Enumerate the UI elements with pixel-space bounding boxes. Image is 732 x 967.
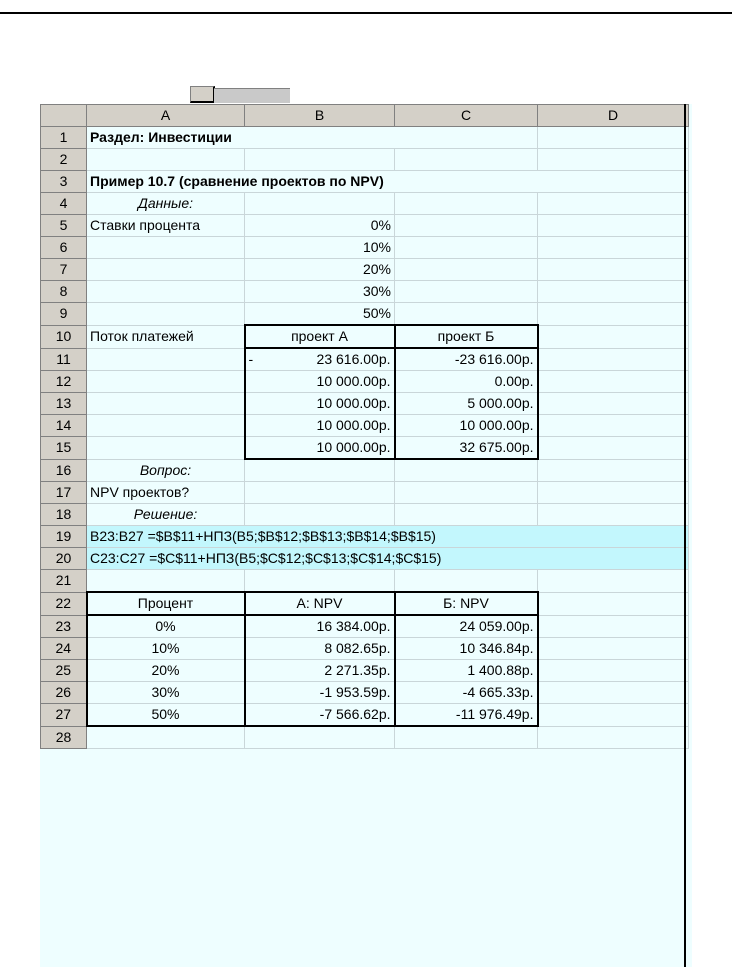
cell[interactable] bbox=[538, 415, 689, 437]
row-header[interactable]: 10 bbox=[41, 325, 87, 348]
cell[interactable] bbox=[395, 303, 538, 326]
column-header-c[interactable]: C bbox=[395, 105, 538, 127]
cell[interactable] bbox=[538, 482, 689, 504]
table-row bbox=[41, 325, 689, 348]
npv-a-header[interactable]: А: NPV bbox=[245, 592, 395, 615]
cashflow-b-cell[interactable]: 10 000.00р. bbox=[395, 415, 538, 437]
cell[interactable] bbox=[538, 437, 689, 460]
cell[interactable] bbox=[538, 281, 689, 303]
select-all-corner[interactable] bbox=[41, 105, 87, 127]
row-header[interactable]: 7 bbox=[41, 259, 87, 281]
cell[interactable] bbox=[538, 348, 689, 371]
table-row bbox=[41, 149, 689, 171]
row-header[interactable]: 3 bbox=[41, 171, 87, 193]
cell[interactable] bbox=[245, 570, 395, 593]
row-header[interactable]: 22 bbox=[41, 592, 87, 615]
cell[interactable] bbox=[538, 682, 689, 704]
cell[interactable] bbox=[395, 459, 538, 482]
table-row bbox=[41, 127, 689, 149]
cashflow-label-cell[interactable]: Поток платежей bbox=[87, 325, 245, 348]
percent-cell[interactable]: 50% bbox=[87, 704, 245, 727]
cell[interactable] bbox=[538, 726, 689, 749]
cell[interactable] bbox=[87, 348, 245, 371]
row-header[interactable]: 2 bbox=[41, 149, 87, 171]
cashflow-b-cell[interactable]: 5 000.00р. bbox=[395, 393, 538, 415]
cashflow-a-cell[interactable]: 10 000.00р. bbox=[245, 415, 395, 437]
cell[interactable] bbox=[87, 237, 245, 259]
row-header[interactable]: 12 bbox=[41, 371, 87, 393]
table-row bbox=[41, 259, 689, 281]
cell[interactable] bbox=[395, 237, 538, 259]
npv-b-cell[interactable]: -4 665.33р. bbox=[395, 682, 538, 704]
cell[interactable] bbox=[395, 726, 538, 749]
cashflow-b-cell[interactable]: 32 675.00р. bbox=[395, 437, 538, 460]
column-header-d[interactable]: D bbox=[538, 105, 689, 127]
page-top-rule bbox=[0, 12, 732, 14]
percent-cell[interactable]: 0% bbox=[87, 615, 245, 638]
cell[interactable] bbox=[538, 393, 689, 415]
row-header[interactable]: 19 bbox=[41, 526, 87, 548]
cell[interactable] bbox=[538, 459, 689, 482]
cell[interactable] bbox=[87, 371, 245, 393]
table-row bbox=[41, 615, 689, 638]
cell[interactable] bbox=[245, 726, 395, 749]
table-row bbox=[41, 592, 689, 615]
rate-cell[interactable]: 50% bbox=[245, 303, 395, 326]
table-row bbox=[41, 526, 689, 548]
npv-a-cell[interactable]: -7 566.62р. bbox=[245, 704, 395, 727]
row-header[interactable]: 27 bbox=[41, 704, 87, 727]
percent-header[interactable]: Процент bbox=[87, 592, 245, 615]
section-title-cell[interactable]: Раздел: Инвестиции bbox=[87, 127, 538, 149]
cell[interactable] bbox=[87, 303, 245, 326]
cell[interactable] bbox=[395, 193, 538, 215]
cell[interactable] bbox=[245, 459, 395, 482]
npv-a-cell[interactable]: 2 271.35р. bbox=[245, 660, 395, 682]
cell[interactable] bbox=[538, 592, 689, 615]
cell[interactable] bbox=[245, 193, 395, 215]
table-row bbox=[41, 704, 689, 727]
minus-sign: - bbox=[248, 351, 254, 367]
cashflow-a-cell[interactable]: 10 000.00р. bbox=[245, 371, 395, 393]
cell[interactable] bbox=[538, 504, 689, 526]
row-header[interactable]: 5 bbox=[41, 215, 87, 237]
npv-a-cell[interactable]: 16 384.00р. bbox=[245, 615, 395, 638]
cell[interactable] bbox=[538, 615, 689, 638]
cell[interactable] bbox=[395, 281, 538, 303]
dropdown-button[interactable] bbox=[190, 86, 215, 103]
table-row bbox=[41, 682, 689, 704]
cell[interactable] bbox=[395, 570, 538, 593]
rates-label-cell[interactable]: Ставки процента bbox=[87, 215, 245, 237]
npv-a-cell[interactable]: -1 953.59р. bbox=[245, 682, 395, 704]
cell[interactable] bbox=[538, 570, 689, 593]
table-row bbox=[41, 459, 689, 482]
toolbar-strip bbox=[40, 82, 692, 104]
row-header[interactable]: 14 bbox=[41, 415, 87, 437]
rate-cell[interactable]: 10% bbox=[245, 237, 395, 259]
row-header[interactable]: 16 bbox=[41, 459, 87, 482]
table-row bbox=[41, 393, 689, 415]
npv-b-cell[interactable]: 24 059.00р. bbox=[395, 615, 538, 638]
cell[interactable] bbox=[245, 504, 395, 526]
cell[interactable] bbox=[395, 259, 538, 281]
cell[interactable] bbox=[538, 237, 689, 259]
rate-cell[interactable]: 30% bbox=[245, 281, 395, 303]
cashflow-a-cell[interactable]: 10 000.00р. bbox=[245, 437, 395, 460]
table-row bbox=[41, 215, 689, 237]
cashflow-a-cell[interactable] bbox=[245, 348, 395, 371]
cell[interactable] bbox=[538, 127, 689, 149]
table-row bbox=[41, 638, 689, 660]
row-header[interactable]: 15 bbox=[41, 437, 87, 460]
cell[interactable] bbox=[87, 437, 245, 460]
row-header[interactable]: 11 bbox=[41, 348, 87, 371]
cell[interactable] bbox=[395, 149, 538, 171]
percent-cell[interactable]: 30% bbox=[87, 682, 245, 704]
row-header[interactable]: 17 bbox=[41, 482, 87, 504]
project-a-header[interactable]: проект А bbox=[245, 325, 395, 348]
cell[interactable] bbox=[538, 325, 689, 348]
cell[interactable] bbox=[538, 371, 689, 393]
cell[interactable] bbox=[87, 149, 245, 171]
cashflow-b-cell[interactable]: 0.00р. bbox=[395, 371, 538, 393]
table-row bbox=[41, 415, 689, 437]
column-header-a[interactable]: A bbox=[87, 105, 245, 127]
table-row bbox=[41, 348, 689, 371]
formula-bar-tab[interactable] bbox=[214, 88, 290, 103]
cashflow-b-cell[interactable]: -23 616.00р. bbox=[395, 348, 538, 371]
table-row bbox=[41, 171, 689, 193]
rate-cell[interactable]: 20% bbox=[245, 259, 395, 281]
column-header-b[interactable]: B bbox=[245, 105, 395, 127]
question-label-cell[interactable]: Вопрос: bbox=[87, 459, 245, 482]
row-header[interactable]: 4 bbox=[41, 193, 87, 215]
row-header-selected[interactable]: 18 bbox=[41, 504, 87, 526]
npv-b-header[interactable]: Б: NPV bbox=[395, 592, 538, 615]
sheet-right-edge bbox=[684, 104, 686, 967]
cell[interactable] bbox=[395, 215, 538, 237]
table-row bbox=[41, 660, 689, 682]
percent-cell[interactable]: 20% bbox=[87, 660, 245, 682]
table-row bbox=[41, 482, 689, 504]
project-b-header[interactable]: проект Б bbox=[395, 325, 538, 348]
row-header[interactable]: 13 bbox=[41, 393, 87, 415]
row-header[interactable]: 8 bbox=[41, 281, 87, 303]
cell[interactable] bbox=[87, 259, 245, 281]
question-cell[interactable]: NPV проектов? bbox=[87, 482, 245, 504]
cell[interactable] bbox=[538, 660, 689, 682]
table-row bbox=[41, 570, 689, 593]
table-row bbox=[41, 504, 689, 526]
row-header[interactable]: 1 bbox=[41, 127, 87, 149]
cell[interactable] bbox=[395, 482, 538, 504]
cell[interactable] bbox=[87, 281, 245, 303]
table-row bbox=[41, 281, 689, 303]
cell[interactable] bbox=[87, 415, 245, 437]
cell[interactable] bbox=[87, 726, 245, 749]
percent-cell[interactable]: 10% bbox=[87, 638, 245, 660]
row-header[interactable]: 26 bbox=[41, 682, 87, 704]
npv-a-cell[interactable]: 8 082.65р. bbox=[245, 638, 395, 660]
cell-value: 23 616.00р. bbox=[316, 351, 391, 367]
table-row bbox=[41, 371, 689, 393]
formula-b-cell[interactable]: B23:B27 =$B$11+НПЗ(B5;$B$12;$B$13;$B$14;$B$15) bbox=[87, 526, 689, 548]
row-header[interactable]: 21 bbox=[41, 570, 87, 593]
row-header[interactable]: 6 bbox=[41, 237, 87, 259]
solution-label-cell[interactable]: Решение: bbox=[87, 504, 245, 526]
cell[interactable] bbox=[245, 149, 395, 171]
cell[interactable] bbox=[538, 193, 689, 215]
row-header[interactable]: 9 bbox=[41, 303, 87, 326]
cell[interactable] bbox=[538, 303, 689, 326]
row-header[interactable]: 28 bbox=[41, 726, 87, 749]
data-label-cell[interactable]: Данные: bbox=[87, 193, 245, 215]
npv-b-cell[interactable]: 10 346.84р. bbox=[395, 638, 538, 660]
cell[interactable] bbox=[538, 704, 689, 727]
row-header[interactable]: 24 bbox=[41, 638, 87, 660]
table-row bbox=[41, 726, 689, 749]
cell[interactable] bbox=[87, 393, 245, 415]
row-header[interactable]: 23 bbox=[41, 615, 87, 638]
npv-b-cell[interactable]: 1 400.88р. bbox=[395, 660, 538, 682]
cell[interactable] bbox=[245, 482, 395, 504]
row-header[interactable]: 25 bbox=[41, 660, 87, 682]
cell[interactable] bbox=[395, 504, 538, 526]
table-row bbox=[41, 237, 689, 259]
table-row bbox=[41, 193, 689, 215]
table-row bbox=[41, 548, 689, 570]
table-row bbox=[41, 303, 689, 326]
cell[interactable] bbox=[538, 149, 689, 171]
npv-b-cell[interactable]: -11 976.49р. bbox=[395, 704, 538, 727]
rate-cell[interactable]: 0% bbox=[245, 215, 395, 237]
column-header-row bbox=[41, 105, 689, 127]
cell[interactable] bbox=[538, 259, 689, 281]
cell[interactable] bbox=[538, 638, 689, 660]
cell[interactable] bbox=[538, 215, 689, 237]
cell[interactable] bbox=[87, 570, 245, 593]
formula-c-cell[interactable]: C23:C27 =$C$11+НПЗ(B5;$C$12;$C$13;$C$14;$C$15) bbox=[87, 548, 689, 570]
row-header[interactable]: 20 bbox=[41, 548, 87, 570]
cashflow-a-cell[interactable]: 10 000.00р. bbox=[245, 393, 395, 415]
table-row bbox=[41, 437, 689, 460]
spreadsheet-grid bbox=[40, 104, 689, 749]
example-title-cell[interactable]: Пример 10.7 (сравнение проектов по NPV) bbox=[87, 171, 689, 193]
